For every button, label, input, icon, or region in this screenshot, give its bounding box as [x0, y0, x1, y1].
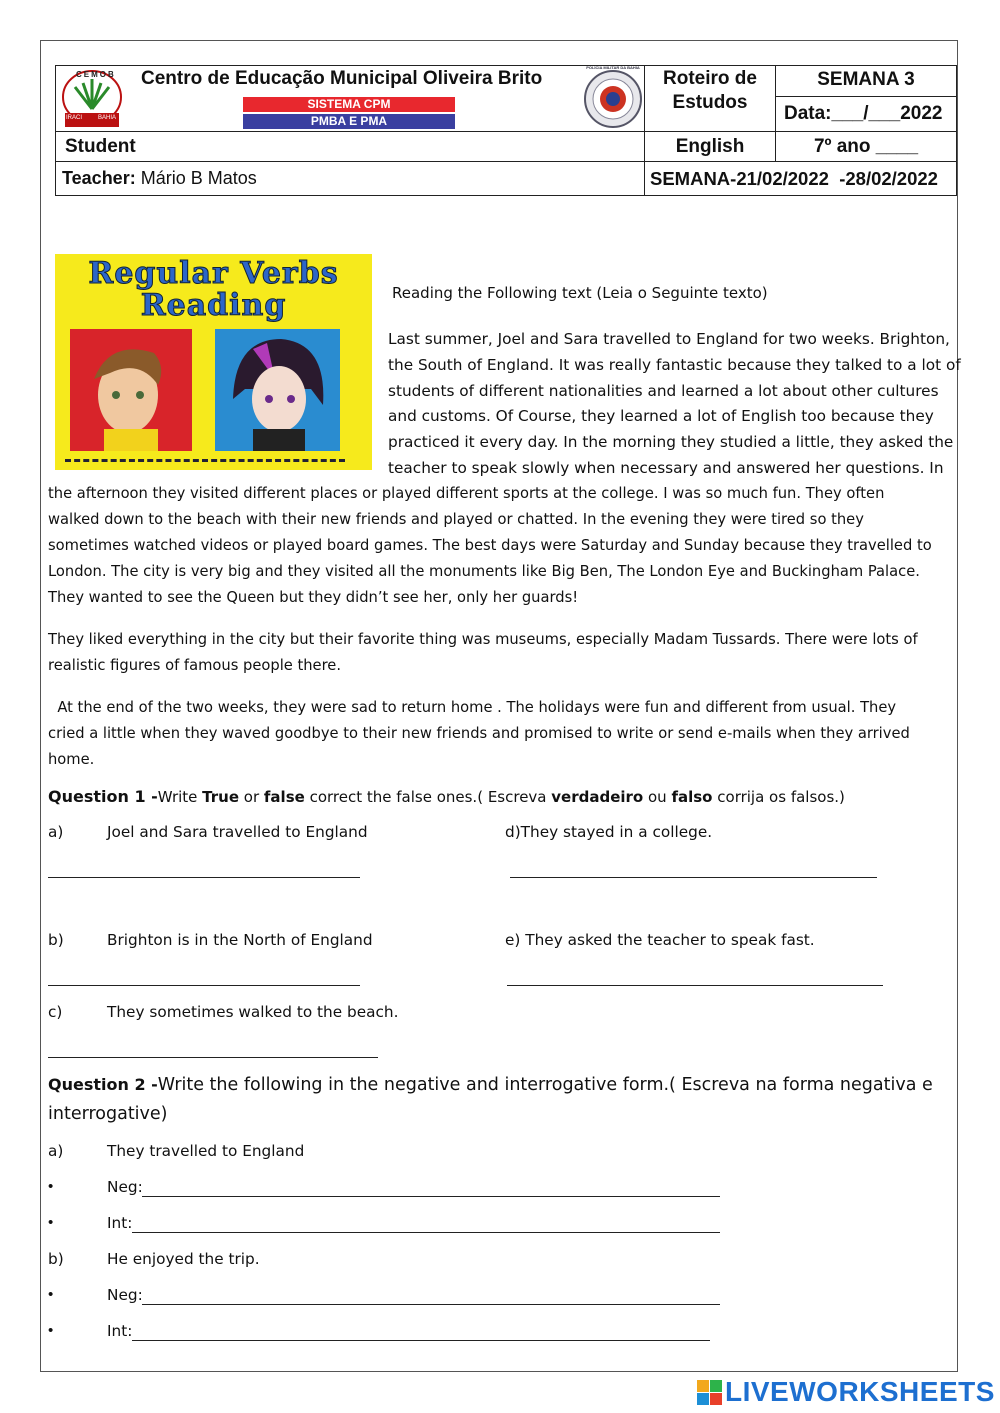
school-cell: [56, 66, 645, 132]
q1-falso: falso: [671, 788, 713, 806]
p1-line: the South of England. It was really fantastic because they talked to a lot of: [388, 356, 961, 374]
week-range: SEMANA-21/02/2022 -28/02/2022: [650, 167, 938, 189]
banner-dashed-border: [65, 459, 345, 462]
p1-line: teacher to speak slowly when necessary and answered her questions. In: [388, 459, 944, 477]
roteiro-line2: Estudos: [672, 92, 748, 113]
q1-d-text: d)They stayed in a college.: [505, 823, 713, 841]
q2-a-text: They travelled to England: [107, 1142, 305, 1160]
q1-false: false: [263, 788, 305, 806]
q2-b-int-line[interactable]: [132, 1340, 710, 1341]
question-1-heading: [48, 787, 845, 806]
teacher-label: Teacher:: [62, 168, 136, 188]
p3-line: home.: [48, 751, 95, 768]
q1-text: correct the false ones.( Escreva: [304, 788, 552, 806]
q2-b-text: He enjoyed the trip.: [107, 1250, 260, 1268]
bullet: •: [48, 1322, 54, 1339]
p1-line: students of different nationalities and learned a lot about other cultures: [388, 382, 939, 400]
bullet: •: [48, 1286, 54, 1303]
q2-b-neg-line[interactable]: [142, 1304, 720, 1305]
q1-true: True: [202, 788, 240, 806]
subject-label: English: [675, 135, 745, 157]
date-field[interactable]: Data:___/___2022: [784, 103, 943, 124]
q1-verdadeiro: verdadeiro: [551, 788, 644, 806]
teacher-name: Mário B Matos: [140, 168, 257, 188]
boy-illustration: [70, 329, 192, 451]
student-label: Student: [65, 135, 136, 157]
q1-a-letter: a): [48, 823, 64, 841]
subject-cell: [645, 132, 776, 162]
semana-label: SEMANA 3: [776, 66, 956, 97]
week-range-cell: [645, 162, 957, 196]
q1-text: Write: [157, 788, 203, 806]
q1-text: or: [239, 788, 264, 806]
q1-e-answer-line[interactable]: [507, 985, 883, 986]
p1-line: walked down to the beach with their new friends and played or chatted. In the evening they were tired so they: [48, 511, 864, 528]
p1-line: London. The city is very big and they visited all the monuments like Big Ben, The London Eye and Buckingham Palace.: [48, 563, 920, 580]
q2-b-neg-label: Neg:: [107, 1286, 143, 1304]
q1-c-text: They sometimes walked to the beach.: [107, 1003, 399, 1021]
header-table: [55, 65, 957, 196]
p1-line: the afternoon they visited different places or played different sports at the college. I was so much fun. They often: [48, 485, 885, 502]
q2-text-line2: interrogative): [48, 1104, 168, 1124]
banner-title-line2: Reading: [140, 288, 287, 323]
brand-name: LIVEWORKSHEETS: [725, 1376, 995, 1407]
q2-text-line1: Write the following in the negative and interrogative form.( Escreva na forma negativa e: [157, 1075, 933, 1095]
semana-cell: [776, 66, 957, 132]
p2-line: realistic figures of famous people there.: [48, 657, 342, 674]
q1-e-text: e) They asked the teacher to speak fast.: [505, 931, 815, 949]
p3-line: At the end of the two weeks, they were sad to return home . The holidays were fun and different from usual. They: [48, 699, 897, 716]
q2-b-int-label: Int:: [107, 1322, 133, 1340]
q1-c-answer-line[interactable]: [48, 1057, 378, 1058]
seal-text: POLÍCIA MILITAR DA BAHIA: [586, 65, 640, 70]
q2-label: Question 2 -: [48, 1075, 158, 1094]
grade-label: 7º ano ____: [813, 135, 919, 157]
grade-cell[interactable]: [776, 132, 957, 162]
badge-line1: SISTEMA CPM: [243, 97, 455, 112]
q1-b-text: Brighton is in the North of England: [107, 931, 373, 949]
question-2-heading: [48, 1075, 933, 1095]
roteiro-line1: Roteiro de: [663, 68, 757, 89]
girl-portrait: [215, 329, 340, 451]
p2-line: They liked everything in the city but their favorite thing was museums, especially Madam Tussards. There were lots of: [48, 631, 918, 648]
bullet: •: [48, 1214, 54, 1231]
student-cell[interactable]: [56, 132, 645, 162]
q2-a-int-line[interactable]: [132, 1232, 720, 1233]
q2-a-neg-label: Neg:: [107, 1178, 143, 1196]
p1-line: practiced it every day. In the morning they studied a little, they asked the: [388, 433, 954, 451]
logo-letters: CEMOB: [76, 70, 116, 79]
teacher-cell: [56, 162, 645, 196]
p3-line: cried a little when they waved goodbye to their new friends and promised to write or send e-mails when they arrived: [48, 725, 910, 742]
logo-bottom-right: BAHIA: [98, 115, 117, 121]
boy-portrait: [70, 329, 192, 451]
p1-line: sometimes watched videos or played board games. The best days were Saturday and Sunday because they travelled to: [48, 537, 932, 554]
q1-label: Question 1 -: [48, 787, 158, 806]
bullet: •: [48, 1178, 54, 1195]
school-name: Centro de Educação Municipal Oliveira Brito: [141, 68, 543, 89]
liveworksheets-icon: [697, 1380, 723, 1406]
regular-verbs-banner: [55, 254, 372, 470]
q1-a-text: Joel and Sara travelled to England: [107, 823, 368, 841]
police-seal-icon: [583, 69, 643, 129]
p1-line: and customs. Of Course, they learned a lot of English too because they: [388, 407, 934, 425]
p1-line: They wanted to see the Queen but they didn’t see her, only her guards!: [48, 589, 579, 606]
q1-b-answer-line[interactable]: [48, 985, 360, 986]
girl-illustration: [215, 329, 340, 451]
q1-text: ou: [643, 788, 672, 806]
q1-d-answer-line[interactable]: [510, 877, 877, 878]
banner-title-line1: Regular Verbs: [88, 256, 339, 291]
q2-b-letter: b): [48, 1250, 64, 1268]
q2-a-neg-line[interactable]: [142, 1196, 720, 1197]
q1-text: corrija os falsos.): [712, 788, 845, 806]
q2-a-int-label: Int:: [107, 1214, 133, 1232]
logo-bottom-left: IRACI: [66, 115, 83, 121]
q1-a-answer-line[interactable]: [48, 877, 360, 878]
badge-line2: PMBA E PMA: [243, 114, 455, 129]
q1-b-letter: b): [48, 931, 64, 949]
roteiro-cell: [645, 66, 776, 132]
p1-line: Last summer, Joel and Sara travelled to England for two weeks. Brighton,: [388, 330, 950, 348]
q2-a-letter: a): [48, 1142, 64, 1160]
reading-instruction: Reading the Following text (Leia o Seguinte texto): [392, 284, 768, 302]
q1-c-letter: c): [48, 1003, 63, 1021]
